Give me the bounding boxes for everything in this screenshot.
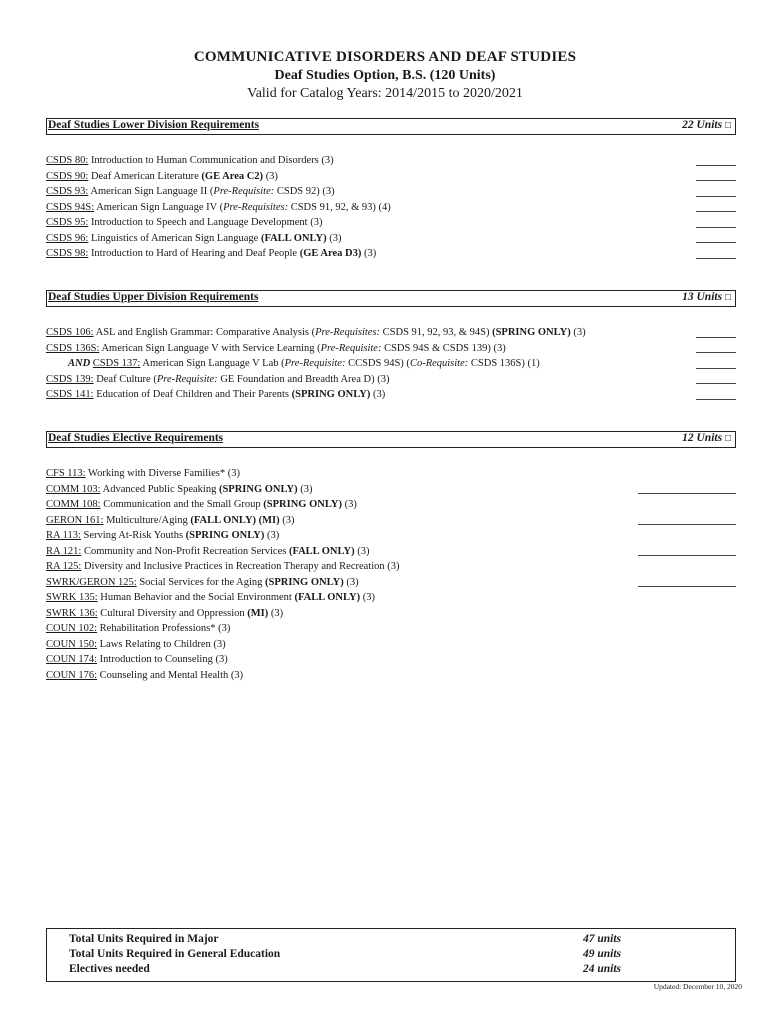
course-code: COUN 150:	[46, 638, 98, 650]
course-text: Working with Diverse Families* (3)	[85, 468, 240, 479]
course-text: (3)	[341, 499, 357, 510]
course-text: (SPRING ONLY)	[291, 389, 371, 400]
course-row	[46, 559, 736, 575]
total-ge-value: 49 units	[583, 948, 622, 960]
course-text: Serving At-Risk Youths	[80, 530, 186, 541]
section-title: Deaf Studies Elective Requirements	[48, 432, 224, 444]
course-code: CSDS 139:	[46, 373, 94, 385]
course-list	[46, 153, 736, 262]
course-text: Introduction to Speech and Language Development (3)	[88, 217, 323, 228]
course-text: (3)	[370, 389, 386, 400]
course-code: RA 121:	[46, 545, 82, 557]
electives-needed-value: 24 units	[583, 963, 622, 975]
course-text: (3)	[297, 483, 313, 495]
upper-division-section	[46, 290, 736, 403]
course-text: Pre-Requisite:	[213, 186, 275, 197]
total-major-label: Total Units Required in Major	[69, 933, 219, 945]
course-row	[46, 482, 736, 498]
grade-blank-line[interactable]	[696, 179, 736, 181]
grade-blank-line[interactable]	[696, 257, 736, 259]
course-row	[46, 184, 736, 200]
course-text: (SPRING ONLY)	[492, 327, 571, 338]
course-text: CSDS 94S & CSDS 139) (3)	[381, 342, 506, 354]
course-text: (SPRING ONLY)	[263, 499, 342, 510]
course-text: CSDS 136S) (1)	[468, 358, 540, 369]
course-row	[46, 325, 736, 341]
course-text: Deaf Culture (	[93, 373, 157, 385]
course-text: Education of Deaf Children and Their Parents	[93, 389, 292, 400]
course-text: Human Behavior and the Social Environment	[97, 592, 295, 603]
course-list	[46, 466, 736, 683]
course-text: (3)	[570, 327, 586, 338]
grade-blank-line[interactable]	[696, 382, 736, 384]
course-text: Deaf American Literature	[88, 170, 202, 182]
electives-needed-label: Electives needed	[69, 963, 150, 975]
course-row	[46, 575, 736, 591]
course-text: Introduction to Human Communication and Disorders (3)	[88, 155, 334, 166]
grade-blank-line[interactable]	[696, 226, 736, 228]
course-text: CSDS 92) (3)	[274, 186, 335, 197]
course-text: (3)	[264, 530, 280, 541]
course-row	[46, 513, 736, 529]
course-text: (SPRING ONLY)	[265, 576, 344, 588]
course-text: Social Services for the Aging	[136, 576, 266, 588]
grade-blank-line[interactable]	[696, 241, 736, 243]
course-code: COMM 103:	[46, 483, 101, 495]
course-code: CSDS 95:	[46, 217, 89, 228]
course-row	[46, 497, 736, 513]
course-text: (FALL ONLY)	[294, 592, 361, 603]
course-row	[46, 169, 736, 185]
program-title: Deaf Studies Option, B.S. (120 Units)	[274, 68, 496, 83]
course-text: Cultural Diversity and Oppression	[97, 607, 248, 619]
course-text: Counseling and Mental Health (3)	[97, 669, 244, 681]
course-code: GERON 161:	[46, 514, 104, 526]
course-text: (3)	[326, 232, 342, 244]
catalog-years: Valid for Catalog Years: 2014/2015 to 2020/2021	[247, 86, 523, 101]
grade-blank-line[interactable]	[638, 585, 736, 587]
course-text: CCSDS 94S) (	[345, 358, 410, 369]
totals-box	[46, 928, 736, 982]
course-row	[46, 637, 736, 653]
course-text: (3)	[354, 545, 370, 557]
elective-section	[46, 431, 736, 683]
checkbox-icon[interactable]: □	[724, 292, 731, 303]
grade-blank-line[interactable]	[638, 554, 736, 556]
course-row	[46, 606, 736, 622]
total-major-value: 47 units	[583, 933, 622, 945]
course-code: CSDS 90:	[46, 170, 89, 182]
grade-blank-line[interactable]	[638, 492, 736, 494]
course-text: American Sign Language II (	[88, 186, 214, 197]
section-title: Deaf Studies Upper Division Requirements	[48, 291, 259, 303]
course-text: Pre-Requisite:	[284, 358, 346, 369]
course-row	[46, 544, 736, 560]
course-text: American Sign Language V Lab (	[140, 358, 285, 369]
course-row	[46, 200, 736, 216]
course-code: COUN 174:	[46, 654, 98, 665]
course-text: Linguistics of American Sign Language	[88, 232, 261, 244]
grade-blank-line[interactable]	[696, 195, 736, 197]
course-row	[46, 621, 736, 637]
course-text: ASL and English Grammar: Comparative Analysis (	[93, 327, 316, 338]
course-code: CSDS 98:	[46, 248, 89, 259]
course-code: RA 113:	[46, 530, 81, 541]
course-code: CSDS 94S:	[46, 201, 95, 213]
course-row	[46, 372, 736, 388]
course-row	[46, 356, 736, 372]
course-text: Community and Non-Profit Recreation Services	[81, 545, 289, 557]
course-text: (GE Area C2)	[201, 170, 264, 182]
course-code: CSDS 80:	[46, 155, 89, 166]
course-text: (3)	[361, 248, 377, 259]
course-text: (GE Area D3)	[299, 248, 362, 259]
grade-blank-line[interactable]	[696, 351, 736, 353]
course-row	[46, 341, 736, 357]
section-header	[46, 290, 736, 307]
course-row	[46, 528, 736, 544]
section-units: 12 Units □	[682, 432, 731, 444]
grade-blank-line[interactable]	[638, 523, 736, 525]
course-text: Pre-Requisites:	[315, 327, 381, 338]
course-text: Introduction to Counseling (3)	[97, 654, 228, 665]
course-text: (MI)	[247, 607, 269, 619]
course-text: American Sign Language IV (	[94, 201, 224, 213]
course-code: CSDS 96:	[46, 232, 89, 244]
course-code: COUN 102:	[46, 623, 98, 634]
section-units: 22 Units □	[682, 119, 731, 131]
grade-blank-line[interactable]	[696, 336, 736, 338]
course-text: Introduction to Hard of Hearing and Deaf People	[88, 248, 300, 259]
course-code: CFS 113:	[46, 468, 86, 479]
course-list	[46, 325, 736, 403]
course-text: (FALL ONLY)	[260, 232, 327, 244]
course-text: (SPRING ONLY)	[185, 530, 265, 541]
course-text: (3)	[263, 170, 278, 182]
course-code: CSDS 136S:	[46, 342, 100, 354]
course-text: Laws Relating to Children (3)	[97, 638, 226, 650]
section-header	[46, 431, 736, 448]
checkbox-icon[interactable]: □	[724, 433, 731, 444]
section-units: 13 Units □	[682, 291, 731, 303]
document-title-block	[0, 48, 770, 103]
course-text: (FALL ONLY) (MI)	[190, 514, 280, 526]
course-text: Advanced Public Speaking	[100, 483, 219, 495]
course-text: Multiculture/Aging	[103, 514, 191, 526]
course-text: Co-Requisite:	[409, 358, 469, 369]
grade-blank-line[interactable]	[696, 367, 736, 369]
course-row	[46, 246, 736, 262]
course-text: (3)	[279, 514, 295, 526]
course-row	[46, 153, 736, 169]
course-code: CSDS 93:	[46, 186, 89, 197]
department-title: COMMUNICATIVE DISORDERS AND DEAF STUDIES	[193, 49, 577, 65]
course-text: (3)	[360, 592, 375, 603]
course-code: SWRK 135:	[46, 592, 98, 603]
section-header	[46, 118, 736, 135]
course-text: (3)	[343, 576, 359, 588]
course-code: SWRK 136:	[46, 607, 98, 619]
course-text: American Sign Language V with Service Learning (	[99, 342, 321, 354]
course-code: CSDS 137:	[92, 358, 141, 369]
course-row	[46, 387, 736, 403]
section-title: Deaf Studies Lower Division Requirements	[48, 119, 260, 131]
grade-blank-line[interactable]	[696, 398, 736, 400]
course-text: CSDS 91, 92, 93, & 94S)	[380, 327, 493, 338]
total-ge-label: Total Units Required in General Education	[69, 948, 281, 960]
course-code: COUN 176:	[46, 669, 98, 681]
course-text: (SPRING ONLY)	[218, 483, 298, 495]
course-code: RA 125:	[46, 561, 82, 572]
course-row	[46, 466, 736, 482]
course-text: Pre-Requisites:	[223, 201, 289, 213]
course-text: CSDS 91, 92, & 93) (4)	[288, 201, 391, 213]
course-row	[46, 652, 736, 668]
course-text: Rehabilitation Professions* (3)	[97, 623, 231, 634]
course-row	[46, 231, 736, 247]
course-text: Pre-Requisite:	[320, 342, 382, 354]
course-text: Communication and the Small Group	[100, 499, 264, 510]
and-prefix: AND	[68, 358, 91, 369]
course-text: Pre-Requisite:	[156, 373, 218, 385]
course-code: COMM 108:	[46, 499, 101, 510]
course-text: (3)	[268, 607, 284, 619]
course-row	[46, 215, 736, 231]
checkbox-icon[interactable]: □	[724, 120, 731, 131]
course-text: Diversity and Inclusive Practices in Recreation Therapy and Recreation (3)	[81, 561, 400, 572]
course-row	[46, 668, 736, 684]
updated-date: Updated: December 10, 2020	[653, 982, 742, 991]
lower-division-section	[46, 118, 736, 262]
grade-blank-line[interactable]	[696, 164, 736, 166]
course-text: (FALL ONLY)	[288, 545, 355, 557]
course-text: GE Foundation and Breadth Area D) (3)	[217, 373, 390, 385]
course-code: CSDS 141:	[46, 389, 94, 400]
course-row	[46, 590, 736, 606]
course-code: CSDS 106:	[46, 327, 94, 338]
grade-blank-line[interactable]	[696, 210, 736, 212]
course-code: SWRK/GERON 125:	[46, 576, 137, 588]
